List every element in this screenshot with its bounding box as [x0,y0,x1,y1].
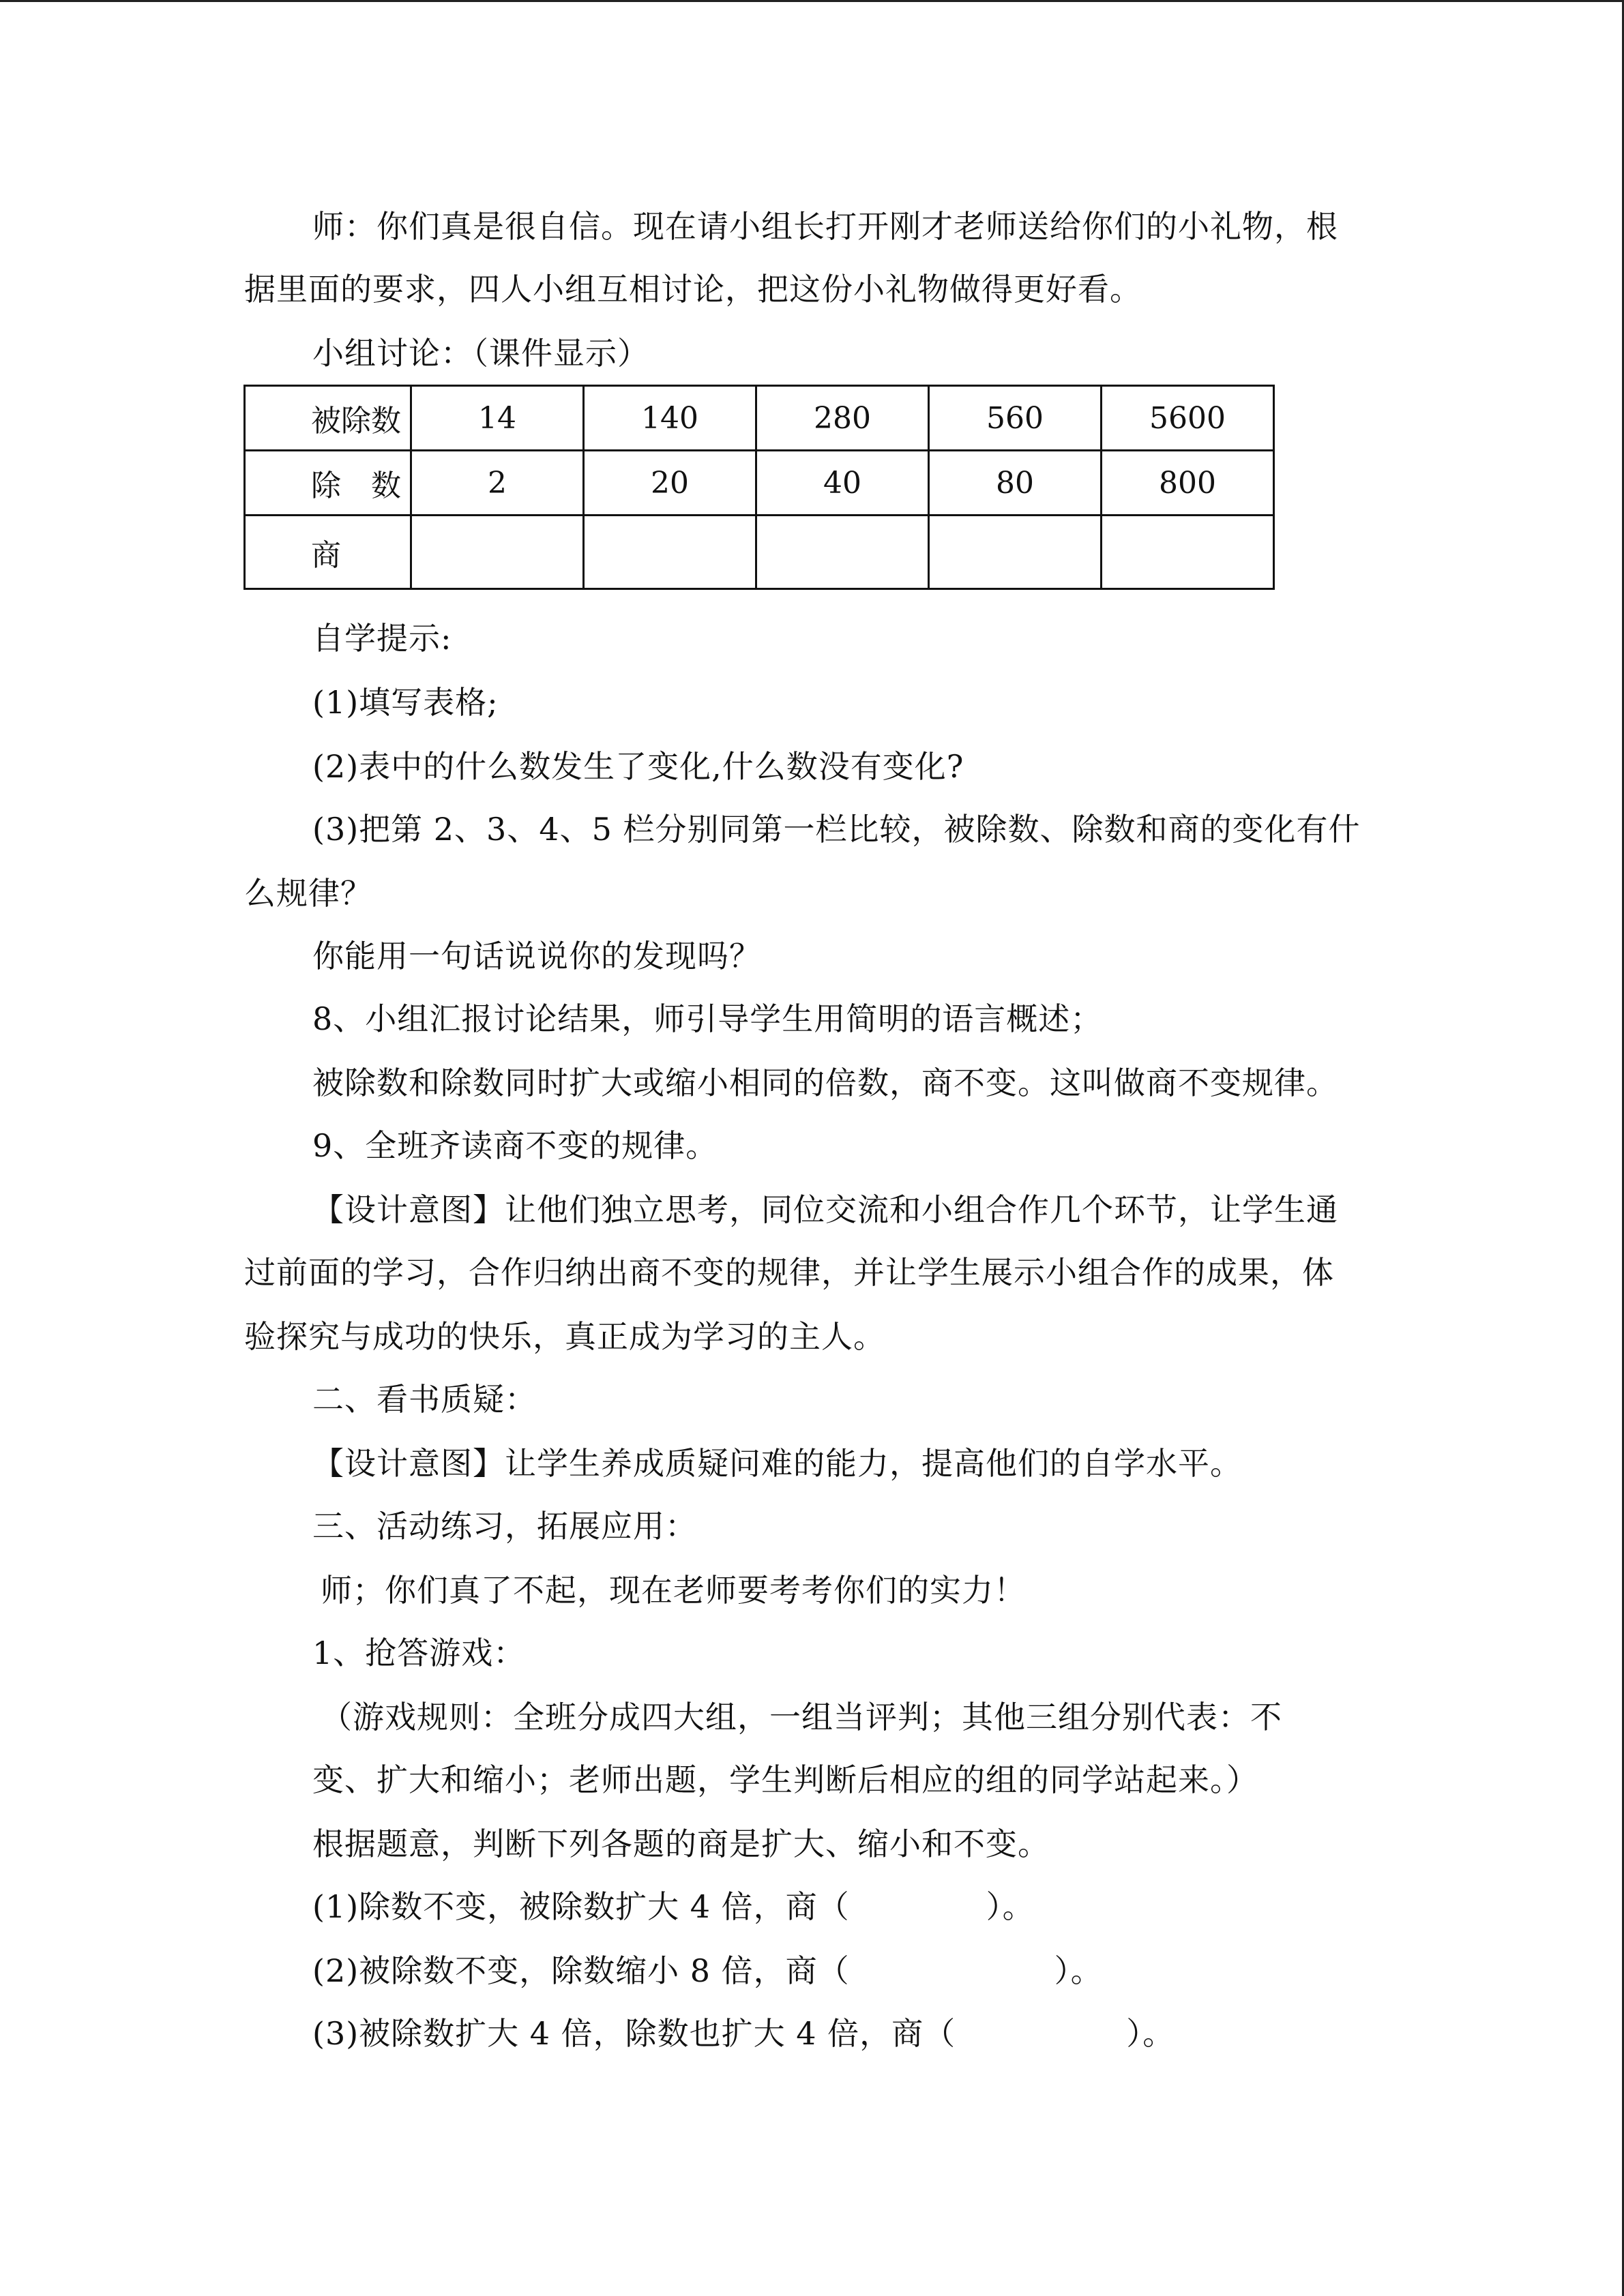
hint-3-line2: 么规律？ [244,875,372,912]
table-row-dividend [245,386,1274,451]
table-cell: 280 [756,386,929,451]
rule-statement: 被除数和除数同时扩大或缩小相同的倍数，商不变。这叫做商不变规律。 [312,1064,1338,1101]
section-2-title: 二、看书质疑： [312,1381,537,1418]
table-cell: 14 [411,386,584,451]
table-cell-empty [756,516,929,589]
teacher-challenge: 师；你们真了不起，现在老师要考考你们的实力！ [321,1572,1026,1609]
design-intent-2: 【设计意图】让学生养成质疑问难的能力，提高他们的自学水平。 [312,1445,1242,1482]
table-cell-empty [929,516,1102,589]
hint-1: (1)填写表格; [312,684,499,721]
hint-2: (2)表中的什么数发生了变化,什么数没有变化? [312,748,964,785]
page-border-top [0,0,1624,2]
step-8: 8、小组汇报讨论结果，师引导学生用简明的语言概述； [312,1000,1103,1037]
game-rules-line1: （游戏规则：全班分成四大组，一组当评判；其他三组分别代表：不 [321,1699,1282,1735]
design-intent-1-line1: 【设计意图】让他们独立思考，同位交流和小组合作几个环节，让学生通 [312,1191,1338,1228]
table-label-divisor: 除 数 [245,451,411,516]
table-row-divisor [245,451,1274,516]
table-cell: 40 [756,451,929,516]
design-intent-1-line2: 过前面的学习，合作归纳出商不变的规律，并让学生展示小组合作的成果，体 [244,1254,1334,1291]
game-rules-line2: 变、扩大和缩小；老师出题，学生判断后相应的组的同学站起来。） [312,1761,1258,1798]
quotient-table [243,385,1275,590]
section-3-title: 三、活动练习，拓展应用： [312,1508,697,1545]
table-cell: 140 [584,386,756,451]
table-label-dividend: 被除数 [245,386,411,451]
question-2: (2)被除数不变，除数缩小 8 倍，商（ ）。 [312,1952,1103,1989]
question-3: (3)被除数扩大 4 倍，除数也扩大 4 倍，商（ ）。 [312,2015,1175,2052]
paragraph-teacher-line1: 师：你们真是很自信。现在请小组长打开刚才老师送给你们的小礼物，根 [312,208,1338,245]
table-cell: 20 [584,451,756,516]
group-discussion-label: 小组讨论：（课件显示） [312,335,649,372]
question-1: (1)除数不变，被除数扩大 4 倍，商（ ）。 [312,1888,1035,1925]
step-9: 9、全班齐读商不变的规律。 [312,1127,718,1164]
table-cell: 5600 [1102,386,1274,451]
game-title: 1、抢答游戏： [312,1635,526,1671]
table-cell: 560 [929,386,1102,451]
table-cell-empty [1102,516,1274,589]
hints-title: 自学提示: [312,620,452,657]
table-cell: 800 [1102,451,1274,516]
hint-question: 你能用一句话说说你的发现吗？ [312,938,761,974]
instruction: 根据题意，判断下列各题的商是扩大、缩小和不变。 [312,1825,1050,1862]
table-cell-empty [584,516,756,589]
table-cell: 80 [929,451,1102,516]
design-intent-1-line3: 验探究与成功的快乐，真正成为学习的主人。 [244,1318,885,1355]
table-cell: 2 [411,451,584,516]
table-label-quotient: 商 [245,516,411,589]
paragraph-teacher-line2: 据里面的要求，四人小组互相讨论，把这份小礼物做得更好看。 [244,271,1142,308]
hint-3-line1: (3)把第 2、3、4、5 栏分别同第一栏比较，被除数、除数和商的变化有什 [312,811,1361,848]
table-cell-empty [411,516,584,589]
table-row-quotient [245,516,1274,589]
